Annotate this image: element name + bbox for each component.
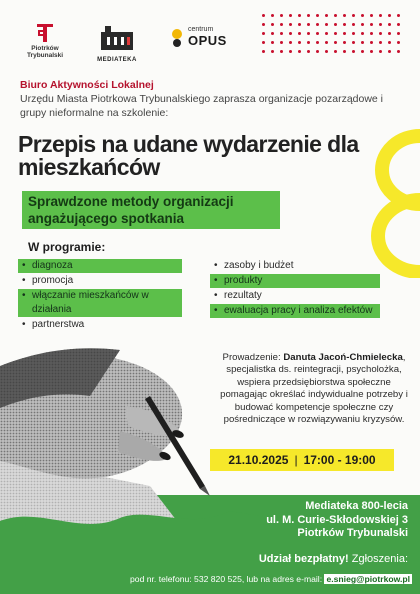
- dot: [262, 41, 265, 44]
- dot: [325, 41, 328, 44]
- mediateka-logo-label: MEDIATEKA: [97, 57, 137, 63]
- dot: [325, 23, 328, 26]
- trainer-name: Danuta Jacoń-Chmielecka: [283, 352, 403, 363]
- dot: [379, 41, 382, 44]
- opus-logo: [170, 26, 240, 47]
- venue-line-2: ul. M. Curie-Skłodowskiej 3: [266, 513, 408, 526]
- opus-logo-big: OPUS: [188, 33, 227, 48]
- dot: [271, 14, 274, 17]
- dot: [271, 23, 274, 26]
- program-item: • ewaluacja pracy i analiza efektów: [210, 304, 380, 318]
- dot: [280, 41, 283, 44]
- dot: [379, 50, 382, 53]
- dot: [289, 23, 292, 26]
- dot: [370, 50, 373, 53]
- dot: [325, 32, 328, 35]
- dot: [343, 23, 346, 26]
- dot: [289, 41, 292, 44]
- program-item: • partnerstwa: [22, 318, 182, 332]
- program-item: • diagnoza: [18, 259, 182, 273]
- trainer-prefix: Prowadzenie:: [222, 352, 284, 363]
- dot: [343, 41, 346, 44]
- program-item: • promocja: [22, 274, 182, 288]
- dot: [262, 32, 265, 35]
- dot: [343, 14, 346, 17]
- program-heading: W programie:: [28, 240, 106, 254]
- program-item: • rezultaty: [214, 289, 380, 303]
- dot: [280, 32, 283, 35]
- dot: [289, 50, 292, 53]
- dot: [388, 23, 391, 26]
- dot: [307, 32, 310, 35]
- dot: [370, 32, 373, 35]
- dot: [343, 50, 346, 53]
- dot: [262, 14, 265, 17]
- subtitle: [22, 191, 280, 229]
- dot: [316, 50, 319, 53]
- venue-line-1: Mediateka 800-lecia: [305, 500, 408, 512]
- dot: [298, 23, 301, 26]
- dot: [361, 14, 364, 17]
- dot: [298, 50, 301, 53]
- trainer-bio: [218, 352, 410, 426]
- dot: [397, 23, 400, 26]
- dot: [388, 32, 391, 35]
- opus-logo-small: centrum: [188, 26, 214, 33]
- dot: [352, 32, 355, 35]
- event-separator: |: [294, 453, 298, 467]
- piotrkow-logo: [20, 22, 70, 59]
- dot: [397, 50, 400, 53]
- dot: [307, 14, 310, 17]
- dot: [352, 14, 355, 17]
- dot: [361, 41, 364, 44]
- venue: [208, 500, 408, 541]
- dot: [280, 14, 283, 17]
- dot: [325, 50, 328, 53]
- intro: [20, 78, 410, 120]
- dot: [316, 14, 319, 17]
- dot: [334, 23, 337, 26]
- dot: [334, 50, 337, 53]
- trainer-description: , specjalistka ds. reintegracji, psycholożka, wspiera przedsiębiorstwa społeczne pomagając określać indywidualne potrzeby i budować kompetencje społeczne czy pośredniczące w rozwiązywaniu kryzysów.: [220, 352, 408, 426]
- dot: [298, 32, 301, 35]
- piotrkow-logo-label: Piotrków Trybunalski: [26, 45, 64, 59]
- dot: [334, 32, 337, 35]
- dot: [379, 14, 382, 17]
- dot: [271, 41, 274, 44]
- intro-text: Urzędu Miasta Piotrkowa Trybunalskiego zaprasza organizacje pozarządowe i grupy nieformalne na szkolenie:: [20, 93, 384, 119]
- dot: [361, 32, 364, 35]
- dot: [361, 23, 364, 26]
- dot: [298, 41, 301, 44]
- dot: [289, 14, 292, 17]
- dot: [307, 23, 310, 26]
- dot: [370, 14, 373, 17]
- dot: [397, 14, 400, 17]
- opus-mark-icon: [170, 28, 184, 48]
- dot: [334, 41, 337, 44]
- dot: [388, 41, 391, 44]
- free-participation: Udział bezpłatny!: [258, 553, 349, 565]
- contact-email-link[interactable]: e.snieg@piotrkow.pl: [326, 574, 410, 584]
- dot: [325, 14, 328, 17]
- dot: [334, 14, 337, 17]
- organizer-name: Biuro Aktywności Lokalnej: [20, 79, 154, 91]
- program-list-left: [22, 259, 182, 333]
- registration-line: [259, 553, 408, 565]
- dot: [370, 41, 373, 44]
- dot: [361, 50, 364, 53]
- dot: [307, 50, 310, 53]
- dot: [352, 41, 355, 44]
- subtitle-line-1: Sprawdzone metody organizacji: [28, 194, 234, 209]
- dot: [262, 23, 265, 26]
- dot: [352, 23, 355, 26]
- dot: [280, 23, 283, 26]
- dot: [370, 23, 373, 26]
- dot: [316, 32, 319, 35]
- dot: [352, 50, 355, 53]
- subtitle-line-2: angażującego spotkania: [28, 211, 185, 226]
- program-item: • produkty: [210, 274, 380, 288]
- dot: [280, 50, 283, 53]
- contact-line: [46, 574, 412, 584]
- mediateka-building-icon: [97, 24, 137, 52]
- event-datetime: [210, 449, 394, 471]
- dot: [307, 41, 310, 44]
- dot: [379, 23, 382, 26]
- dot: [388, 50, 391, 53]
- dot-grid-decoration: [262, 14, 412, 60]
- program-item: • włączanie mieszkańców w działania: [18, 289, 182, 317]
- dot: [271, 50, 274, 53]
- event-date: 21.10.2025: [228, 453, 289, 467]
- dot: [316, 41, 319, 44]
- program-item: • zasoby i budżet: [214, 259, 380, 273]
- page-title: Przepis na udane wydarzenie dla mieszkańców: [18, 131, 359, 180]
- piotrkow-crest-icon: [33, 22, 57, 44]
- dot: [343, 32, 346, 35]
- dot: [379, 32, 382, 35]
- dot: [388, 14, 391, 17]
- contact-phone: pod nr. telefonu: 532 820 525, lub na adres e-mail:: [130, 574, 325, 584]
- dot: [298, 14, 301, 17]
- venue-line-3: Piotrków Trybunalski: [297, 527, 408, 539]
- program-list-right: [214, 259, 380, 319]
- event-time: 17:00 - 19:00: [303, 453, 376, 467]
- dot: [271, 32, 274, 35]
- dot: [262, 50, 265, 53]
- dot: [397, 41, 400, 44]
- dot: [289, 32, 292, 35]
- mediateka-logo: [84, 24, 150, 63]
- dot: [316, 23, 319, 26]
- registration-label: Zgłoszenia:: [348, 553, 408, 565]
- logos: [20, 22, 260, 70]
- dot: [397, 32, 400, 35]
